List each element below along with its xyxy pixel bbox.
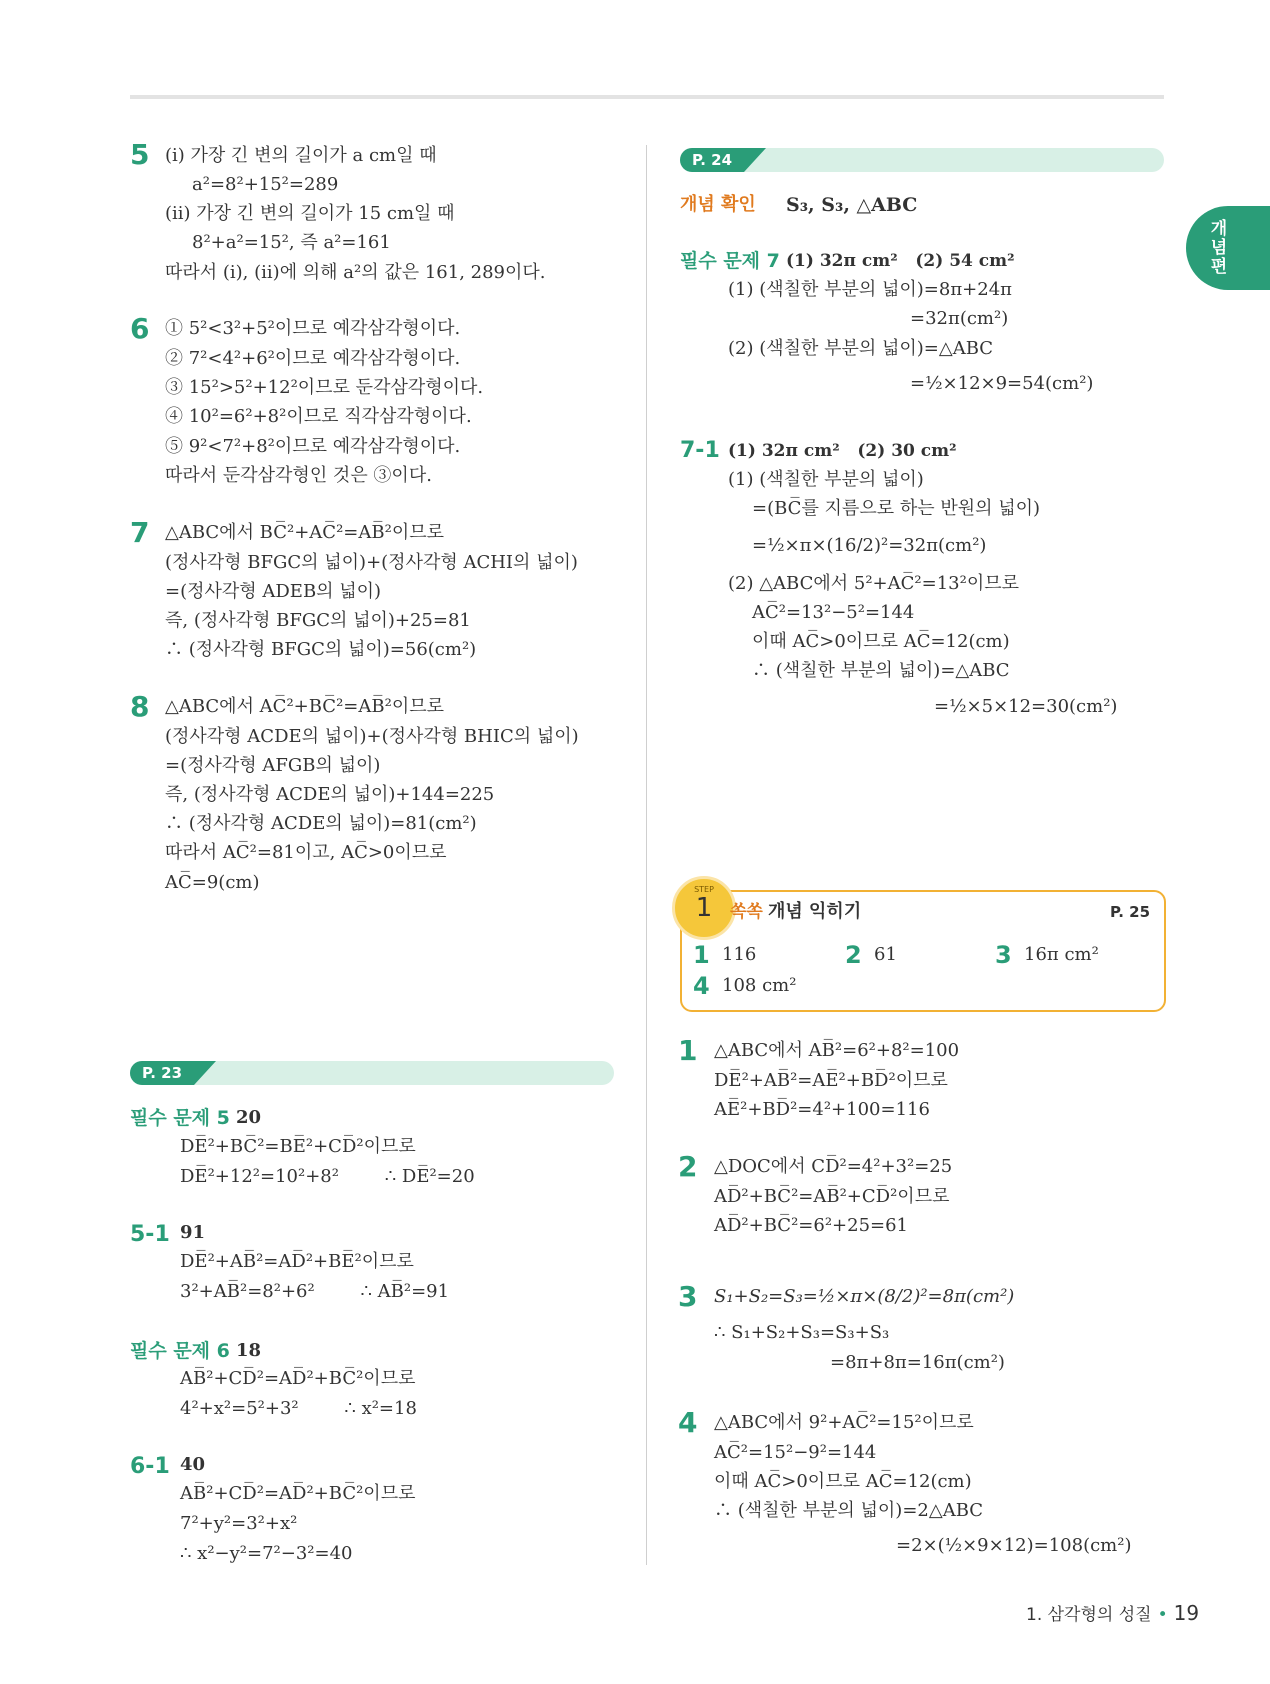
solution-line: =(정사각형 ADEB의 넓이) [165,581,382,602]
problem-number: 1 [678,1034,698,1067]
solution-line: S₁+S₂=S₃=½×π×(8/2)²=8π(cm²) [714,1286,1015,1307]
solution-line: DE̅²+AB̅²=AD̅²+BE̅²이므로 [180,1251,414,1272]
solution-line: ① 5²<3²+5²이므로 예각삼각형이다. [165,318,461,339]
solution-line: AB̅²+CD̅²=AD̅²+BC̅²이므로 [180,1483,416,1504]
solution-line: DE̅²+AB̅²=AE̅²+BD̅²이므로 [714,1070,948,1091]
page-tag: P. 23 [130,1061,194,1085]
solution-line: (1) (색칠한 부분의 넓이) [728,469,924,490]
problem-number: 6 [130,312,150,345]
solution-line: ∴ (색칠한 부분의 넓이)=△ABC [752,660,1010,681]
question-answer: 20 [236,1107,262,1128]
solution-line: a²=8²+15²=289 [192,174,339,195]
solution-line: (2) △ABC에서 5²+AC̅²=13²이므로 [728,573,1019,594]
problem-number: 5 [130,138,150,171]
solution-line: (i) 가장 긴 변의 길이가 a cm일 때 [165,145,437,166]
step-title-b: 개념 익히기 [768,901,862,922]
question-label: 6-1 [130,1454,170,1479]
solution-line: ∴ S₁+S₂+S₃=S₃+S₃ [714,1322,890,1343]
question-label: 5-1 [130,1222,170,1247]
solution-line: =(BC̅를 지름으로 하는 반원의 넓이) [752,498,1041,519]
page-footer [1026,1600,1199,1625]
page-tag: P. 24 [680,148,744,172]
problem-number: 4 [678,1406,698,1439]
solution-line: =(정사각형 AFGB의 넓이) [165,755,381,776]
answer-number: 2 [845,941,862,969]
question-answer: (1) 32π cm² (2) 30 cm² [728,441,957,461]
solution-line: =8π+8π=16π(cm²) [830,1352,1005,1373]
step-title-a: 쏙쏙 [730,902,763,922]
solution-line: 따라서 둔각삼각형인 것은 ③이다. [165,465,432,486]
page-tag-bar [130,1061,614,1085]
solution-line: ④ 10²=6²+8²이므로 직각삼각형이다. [165,406,472,427]
problem-number: 3 [678,1280,698,1313]
question-answer: (1) 32π cm² (2) 54 cm² [786,251,1015,271]
page-number: 19 [1173,1601,1200,1625]
solution-line: 이때 AC̅>0이므로 AC̅=12(cm) [752,631,1010,652]
solution-line: AB̅²+CD̅²=AD̅²+BC̅²이므로 [180,1368,416,1389]
question-label: 필수 문제 6 [130,1340,230,1362]
question-label: 필수 문제 5 [130,1107,230,1129]
solution-line: DE̅²+12²=10²+8² ∴ DE̅²=20 [180,1166,475,1187]
solution-line: △ABC에서 9²+AC̅²=15²이므로 [714,1412,974,1433]
solution-line: (2) (색칠한 부분의 넓이)=△ABC [728,338,994,359]
side-tab: 개념편 [1186,206,1270,290]
chapter-title: 1. 삼각형의 성질 [1026,1605,1152,1625]
solution-line: (정사각형 BFGC의 넓이)+(정사각형 ACHI의 넓이) [165,552,578,573]
solution-line: △ABC에서 AC̅²+BC̅²=AB̅²이므로 [165,696,444,717]
solution-line: 3²+AB̅²=8²+6² ∴ AB̅²=91 [180,1281,450,1302]
question-answer: 91 [180,1222,206,1243]
page-tag-bar [680,148,1164,172]
solution-line: AC̅²=15²−9²=144 [714,1442,877,1463]
solution-line: =2×(½×9×12)=108(cm²) [896,1535,1132,1556]
solution-line: 즉, (정사각형 ACDE의 넓이)+144=225 [165,784,495,805]
solution-line: DE̅²+BC̅²=BE̅²+CD̅²이므로 [180,1136,416,1157]
solution-line: (ii) 가장 긴 변의 길이가 15 cm일 때 [165,203,455,224]
solution-line: △ABC에서 BC̅²+AC̅²=AB̅²이므로 [165,522,444,543]
solution-line: ∴ (색칠한 부분의 넓이)=2△ABC [714,1500,984,1521]
solution-line: 8²+a²=15², 즉 a²=161 [192,232,391,253]
question-answer: 18 [236,1340,262,1361]
solution-line: 따라서 (i), (ii)에 의해 a²의 값은 161, 289이다. [165,262,546,283]
column-divider [646,145,647,1565]
answer-value: 108 cm² [722,975,797,996]
solution-line: 따라서 AC̅²=81이고, AC̅>0이므로 [165,842,447,863]
solution-line: AD̅²+BC̅²=AB̅²+CD̅²이므로 [714,1186,950,1207]
solution-line: △DOC에서 CD̅²=4²+3²=25 [714,1156,953,1177]
solution-line: △ABC에서 AB̅²=6²+8²=100 [714,1040,960,1061]
concept-answer: S₃, S₃, △ABC [786,194,918,216]
answer-number: 3 [995,941,1012,969]
solution-line: ③ 15²>5²+12²이므로 둔각삼각형이다. [165,377,484,398]
solution-line: =½×5×12=30(cm²) [934,696,1118,717]
solution-line: 이때 AC̅>0이므로 AC̅=12(cm) [714,1471,972,1492]
solution-line: 7²+y²=3²+x² [180,1513,298,1534]
bullet-icon: • [1157,1605,1168,1625]
solution-line: ∴ (정사각형 BFGC의 넓이)=56(cm²) [165,639,477,660]
solution-line: AD̅²+BC̅²=6²+25=61 [714,1215,909,1236]
answer-value: 61 [874,944,897,965]
question-label: 7-1 [680,438,720,463]
solution-line: (1) (색칠한 부분의 넓이)=8π+24π [728,279,1012,300]
solution-line: AC̅=9(cm) [165,872,260,893]
solution-line: =½×12×9=54(cm²) [910,373,1094,394]
solution-line: ② 7²<4²+6²이므로 예각삼각형이다. [165,348,461,369]
answer-value: 16π cm² [1024,944,1099,965]
answer-number: 4 [693,972,710,1000]
solution-line: (정사각형 ACDE의 넓이)+(정사각형 BHIC의 넓이) [165,726,579,747]
problem-number: 7 [130,516,150,549]
question-label: 필수 문제 7 [680,250,780,272]
solution-line: ⑤ 9²<7²+8²이므로 예각삼각형이다. [165,436,461,457]
step-badge: STEP 1 [672,876,736,940]
top-rule [130,95,1164,99]
solution-line: =32π(cm²) [910,308,1009,329]
solution-line: 4²+x²=5²+3² ∴ x²=18 [180,1398,417,1419]
solution-line: ∴ x²−y²=7²−3²=40 [180,1543,353,1564]
answer-value: 116 [722,944,757,965]
solution-line: =½×π×(16/2)²=32π(cm²) [752,535,987,556]
solution-line: 즉, (정사각형 BFGC의 넓이)+25=81 [165,610,471,631]
solution-line: ∴ (정사각형 ACDE의 넓이)=81(cm²) [165,813,477,834]
question-answer: 40 [180,1454,206,1475]
solution-line: AE̅²+BD̅²=4²+100=116 [714,1099,930,1120]
step-page-ref: P. 25 [1110,903,1151,921]
problem-number: 2 [678,1150,698,1183]
concept-label: 개념 확인 [680,194,756,215]
solution-line: AC̅²=13²−5²=144 [752,602,915,623]
problem-number: 8 [130,690,150,723]
answer-number: 1 [693,941,710,969]
